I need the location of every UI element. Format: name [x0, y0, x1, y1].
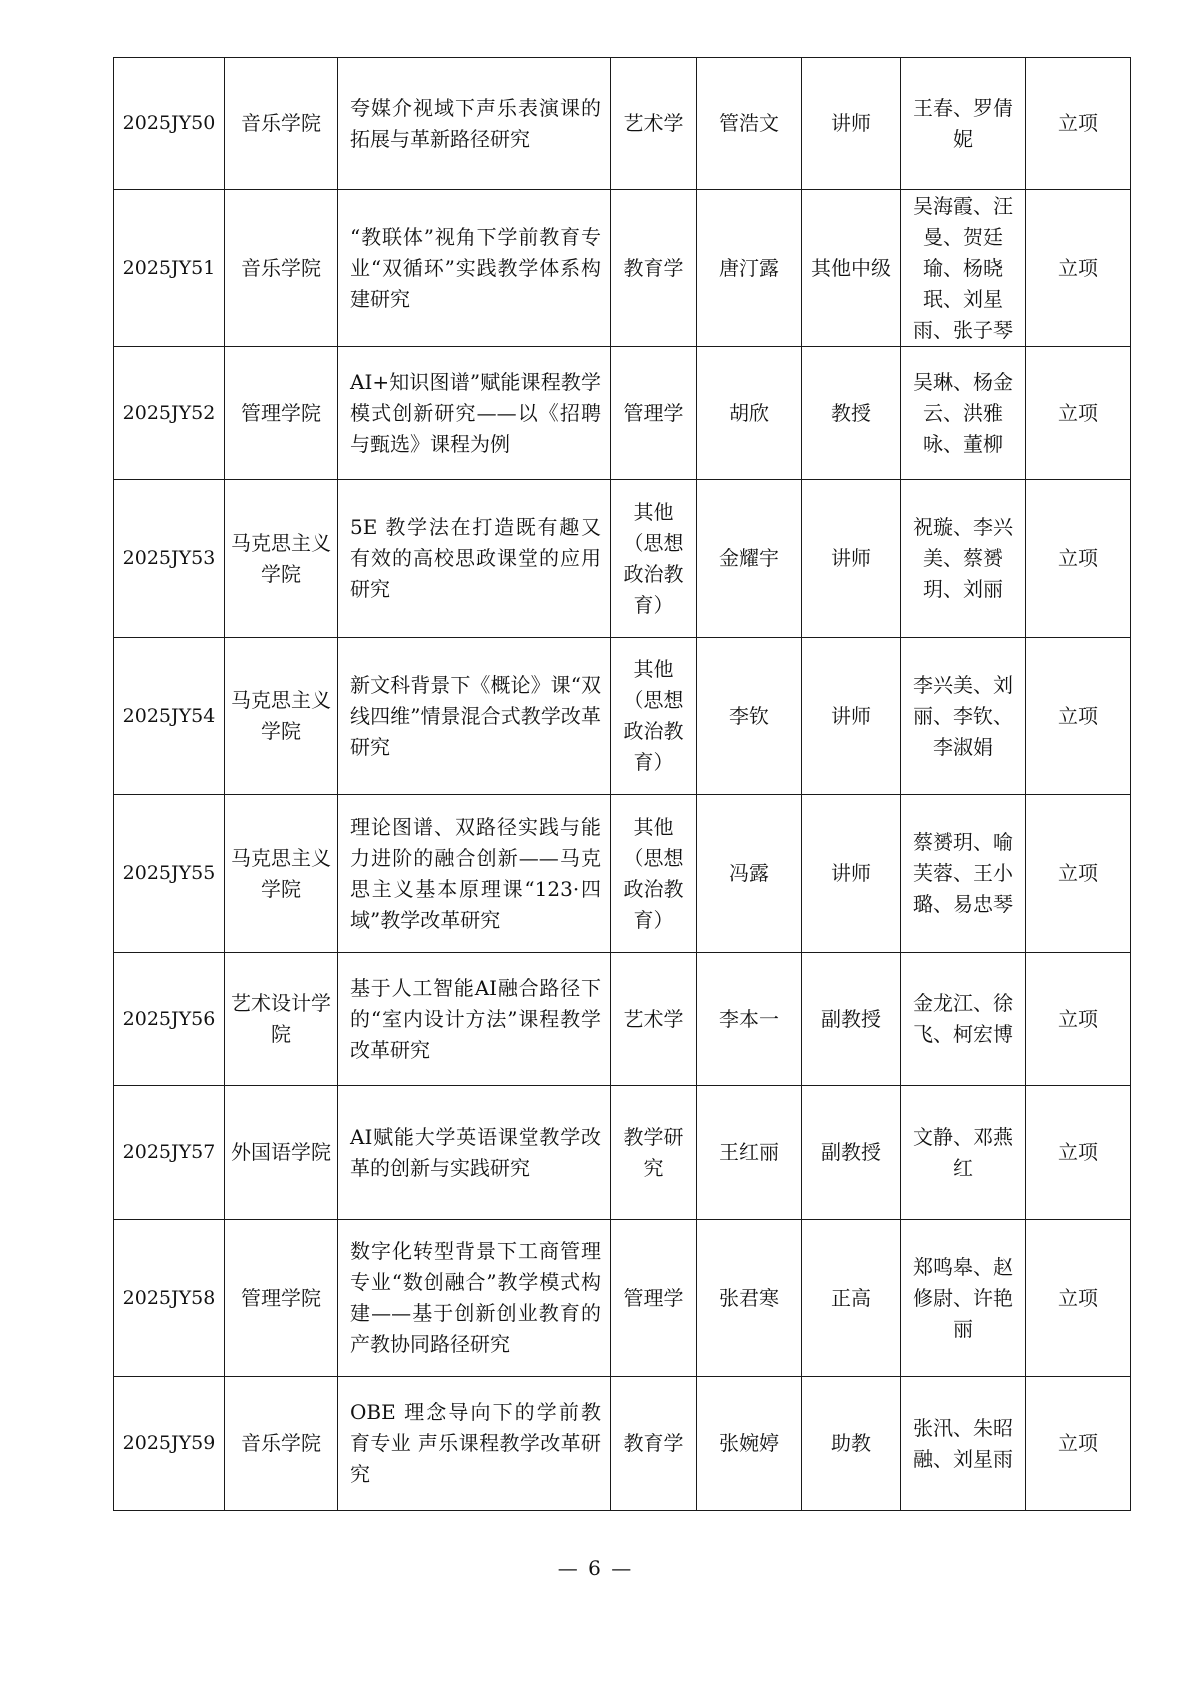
project-title: AI+知识图谱”赋能课程教学模式创新研究——以《招聘与甄选》课程为例	[338, 347, 611, 480]
project-title: 夸媒介视域下声乐表演课的拓展与革新路径研究	[338, 58, 611, 190]
project-leader: 冯露	[697, 795, 802, 953]
college: 马克思主义学院	[225, 638, 338, 795]
project-status: 立项	[1026, 190, 1131, 347]
leader-rank: 讲师	[802, 58, 901, 190]
project-code: 2025JY58	[114, 1220, 225, 1377]
college: 音乐学院	[225, 1377, 338, 1511]
leader-rank: 其他中级	[802, 190, 901, 347]
team-members: 吴海霞、汪曼、贺廷瑜、杨晓珉、刘星雨、张子琴	[901, 190, 1026, 347]
project-title: AI赋能大学英语课堂教学改革的创新与实践研究	[338, 1086, 611, 1220]
leader-rank: 正高	[802, 1220, 901, 1377]
table-row	[114, 795, 1131, 953]
college: 马克思主义学院	[225, 795, 338, 953]
leader-rank: 副教授	[802, 953, 901, 1086]
team-members: 金龙江、徐飞、柯宏博	[901, 953, 1026, 1086]
project-leader: 管浩文	[697, 58, 802, 190]
project-code: 2025JY54	[114, 638, 225, 795]
project-code: 2025JY59	[114, 1377, 225, 1511]
table-row	[114, 1086, 1131, 1220]
project-status: 立项	[1026, 1220, 1131, 1377]
project-leader: 张君寒	[697, 1220, 802, 1377]
discipline: 教育学	[611, 190, 697, 347]
college: 管理学院	[225, 347, 338, 480]
table-body	[114, 58, 1131, 1511]
project-leader: 张婉婷	[697, 1377, 802, 1511]
project-status: 立项	[1026, 1086, 1131, 1220]
leader-rank: 副教授	[802, 1086, 901, 1220]
college: 音乐学院	[225, 58, 338, 190]
college: 马克思主义学院	[225, 480, 338, 638]
project-status: 立项	[1026, 953, 1131, 1086]
table-row	[114, 190, 1131, 347]
table-row	[114, 58, 1131, 190]
project-status: 立项	[1026, 795, 1131, 953]
table-row	[114, 1377, 1131, 1511]
page-number: — 6 —	[557, 1556, 634, 1580]
project-status: 立项	[1026, 638, 1131, 795]
discipline: 教学研究	[611, 1086, 697, 1220]
project-code: 2025JY53	[114, 480, 225, 638]
college: 外国语学院	[225, 1086, 338, 1220]
project-title: “教联体”视角下学前教育专业“双循环”实践教学体系构建研究	[338, 190, 611, 347]
team-members: 吴琳、杨金云、洪雅咏、董柳	[901, 347, 1026, 480]
discipline: 教育学	[611, 1377, 697, 1511]
project-title: OBE 理念导向下的学前教育专业 声乐课程教学改革研究	[338, 1377, 611, 1511]
leader-rank: 讲师	[802, 480, 901, 638]
project-status: 立项	[1026, 1377, 1131, 1511]
project-title: 5E 教学法在打造既有趣又有效的高校思政课堂的应用研究	[338, 480, 611, 638]
project-leader: 李钦	[697, 638, 802, 795]
discipline: 其他（思想政治教育）	[611, 795, 697, 953]
discipline: 艺术学	[611, 58, 697, 190]
project-title: 理论图谱、双路径实践与能力进阶的融合创新——马克思主义基本原理课“123·四域”教学改革研究	[338, 795, 611, 953]
project-status: 立项	[1026, 480, 1131, 638]
college: 艺术设计学院	[225, 953, 338, 1086]
project-code: 2025JY55	[114, 795, 225, 953]
project-leader: 胡欣	[697, 347, 802, 480]
discipline: 管理学	[611, 1220, 697, 1377]
table-row	[114, 1220, 1131, 1377]
team-members: 蔡赟玥、喻芙蓉、王小璐、易忠琴	[901, 795, 1026, 953]
discipline: 其他（思想政治教育）	[611, 638, 697, 795]
project-table	[113, 57, 1131, 1511]
project-title: 数字化转型背景下工商管理专业“数创融合”教学模式构建——基于创新创业教育的产教协同路径研究	[338, 1220, 611, 1377]
table-row	[114, 347, 1131, 480]
project-code: 2025JY57	[114, 1086, 225, 1220]
discipline: 管理学	[611, 347, 697, 480]
project-leader: 李本一	[697, 953, 802, 1086]
team-members: 李兴美、刘丽、李钦、李淑娟	[901, 638, 1026, 795]
project-status: 立项	[1026, 347, 1131, 480]
team-members: 王春、罗倩妮	[901, 58, 1026, 190]
discipline: 其他（思想政治教育）	[611, 480, 697, 638]
project-code: 2025JY50	[114, 58, 225, 190]
team-members: 文静、邓燕红	[901, 1086, 1026, 1220]
project-code: 2025JY51	[114, 190, 225, 347]
project-title: 新文科背景下《概论》课“双线四维”情景混合式教学改革研究	[338, 638, 611, 795]
college: 音乐学院	[225, 190, 338, 347]
table-row	[114, 953, 1131, 1086]
discipline: 艺术学	[611, 953, 697, 1086]
project-leader: 王红丽	[697, 1086, 802, 1220]
leader-rank: 讲师	[802, 795, 901, 953]
leader-rank: 助教	[802, 1377, 901, 1511]
team-members: 郑鸣皋、赵修尉、许艳丽	[901, 1220, 1026, 1377]
leader-rank: 讲师	[802, 638, 901, 795]
project-leader: 金耀宇	[697, 480, 802, 638]
project-title: 基于人工智能AI融合路径下的“室内设计方法”课程教学改革研究	[338, 953, 611, 1086]
team-members: 祝璇、李兴美、蔡赟玥、刘丽	[901, 480, 1026, 638]
project-leader: 唐汀露	[697, 190, 802, 347]
project-code: 2025JY52	[114, 347, 225, 480]
team-members: 张汛、朱昭融、刘星雨	[901, 1377, 1026, 1511]
project-status: 立项	[1026, 58, 1131, 190]
table-row	[114, 480, 1131, 638]
college: 管理学院	[225, 1220, 338, 1377]
leader-rank: 教授	[802, 347, 901, 480]
table-row	[114, 638, 1131, 795]
project-code: 2025JY56	[114, 953, 225, 1086]
